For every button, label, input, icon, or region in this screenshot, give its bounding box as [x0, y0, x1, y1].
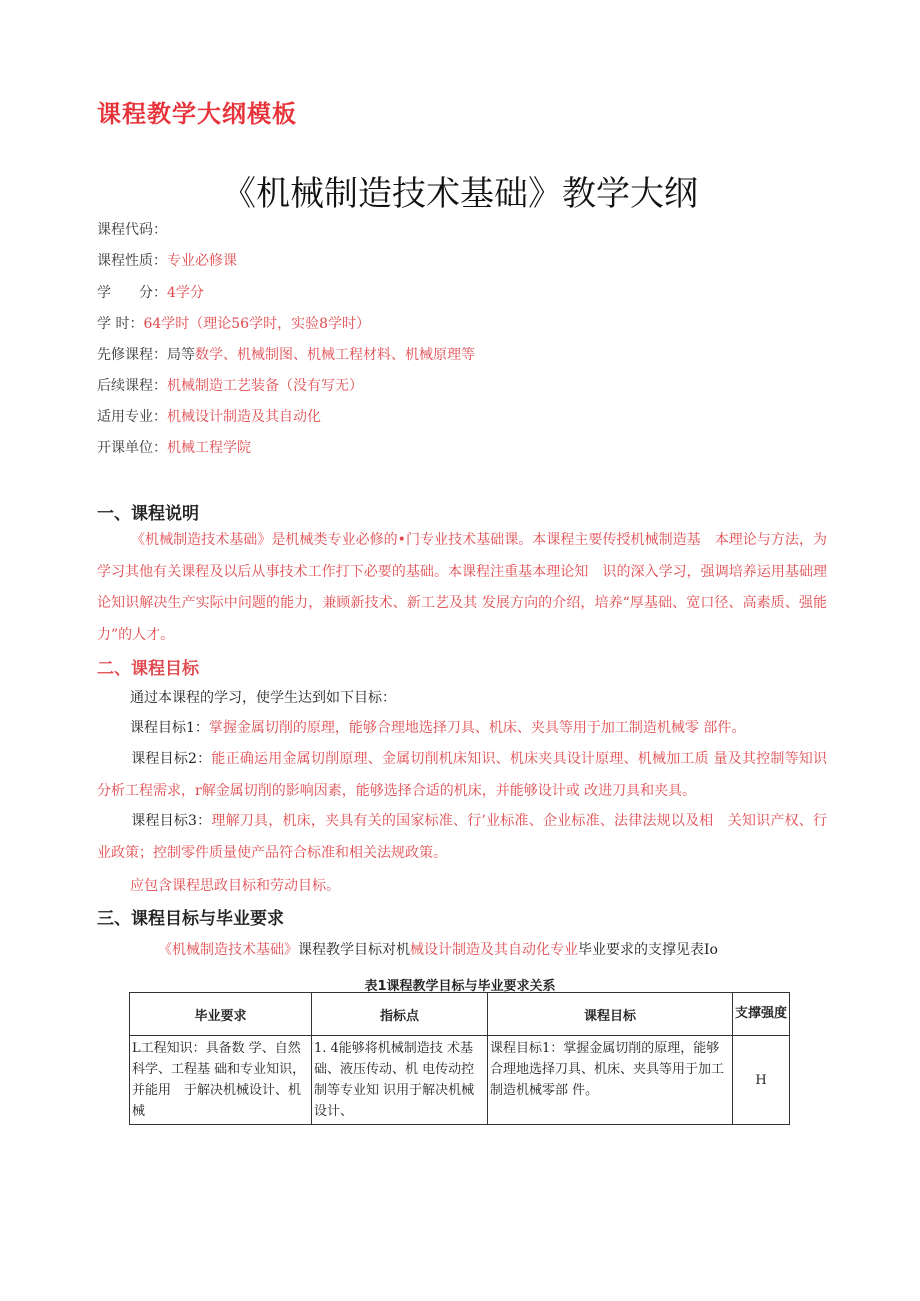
- section-heading-description: 一、课程说明: [97, 504, 199, 524]
- goal-2: [97, 744, 827, 807]
- intro-part: 课程教学目标对机: [298, 942, 410, 958]
- info-value: 专业必修课: [167, 253, 237, 269]
- goal-text: 理解刀具，机床，夹具有关的国家标准、行’业标准、企业标准、法律法规以及相 关知识产权、行业政策；控制零件质量使产品符合标准和相关法规政策。: [97, 813, 827, 861]
- goal-1: [130, 718, 745, 738]
- intro-part: 《机械制造技术基础》: [158, 942, 298, 958]
- column-header: 课程目标: [488, 993, 733, 1036]
- template-title: 课程教学大纲模板: [97, 100, 297, 128]
- info-course-nature: [97, 251, 237, 271]
- info-prefix: 局等: [167, 347, 195, 363]
- column-header: [733, 993, 790, 1036]
- table-cell: 课程目标1：掌握金属切削的原理，能够合理地选择刀具、机床、夹具等用于加工制造机械零部 件。: [488, 1036, 733, 1125]
- info-value: 4学分: [167, 285, 204, 301]
- info-value: 机械制造工艺装备（没有写无）: [167, 378, 363, 394]
- info-label: 开课单位：: [97, 440, 167, 456]
- info-prerequisites: [97, 345, 475, 365]
- course-description: 《机械制造技术基础》是机械类专业必修的•门专业技术基础课。本课程主要传授机械制造基 本理论与方法，为学习其他有关课程及以后从事技术工作打下必要的基础。本课程注重基本理论知 识的深入学习，强调培养运用基础理论知识解决生产实际中问题的能力，兼顾新技术、新工艺及其 发展方向的介绍，培养“厚基础、宽口径、高素质、强能力”的人才。: [97, 532, 827, 643]
- info-label: 学 分：: [97, 285, 167, 301]
- requirements-intro: [158, 940, 718, 960]
- goals-intro: 通过本课程的学习，使学生达到如下目标：: [130, 690, 396, 706]
- table-cell: H: [733, 1036, 790, 1125]
- column-header: 毕业要求: [130, 993, 312, 1036]
- info-hours: [97, 314, 370, 334]
- requirements-table: [129, 992, 790, 1125]
- info-value: 机械工程学院: [167, 440, 251, 456]
- info-value: 64学时（理论56学时，实验8学时）: [143, 316, 370, 332]
- info-value: 数学、机械制图、机械工程材料、机械原理等: [195, 347, 475, 363]
- info-label: 适用专业：: [97, 409, 167, 425]
- table-row: [130, 1036, 790, 1125]
- column-header: 指标点: [312, 993, 488, 1036]
- intro-part: 毕业要求的支撑见表Io: [578, 942, 718, 958]
- info-label: 后续课程：: [97, 378, 167, 394]
- info-credits: [97, 283, 204, 303]
- section-heading-goals: 二、课程目标: [97, 659, 199, 679]
- goal-3: [97, 806, 827, 869]
- info-major: [97, 407, 321, 427]
- info-follow-up: [97, 376, 363, 396]
- goal-text: 能正确运用金属切削原理、金属切削机床知识、机床夹具设计原理、机械加工质 量及其控制等知识分析工程需求，r解金属切削的影响因素，能够选择合适的机床，并能够设计或 改进刀具和夹具。: [97, 751, 827, 799]
- document-title: 《机械制造技术基础》教学大纲: [222, 174, 698, 214]
- table-cell: L工程知识：具备数 学、自然科学、工程基 础和专业知识，并能用 于解决机械设计、机械: [130, 1036, 312, 1125]
- table-cell: 1. 4能够将机械制造技 术基础、液压传动、机 电传动控制等专业知 识用于解决机械设计、: [312, 1036, 488, 1125]
- info-value: 机械设计制造及其自动化: [167, 409, 321, 425]
- info-label: 先修课程：: [97, 347, 167, 363]
- info-label: 课程性质：: [97, 253, 167, 269]
- goal-label: 课程目标2：: [131, 751, 212, 767]
- info-label: 学 时：: [97, 316, 144, 332]
- info-course-code: [97, 220, 167, 240]
- column-header-text: 支撑强度: [735, 1006, 788, 1021]
- goals-note: 应包含课程思政目标和劳动目标。: [130, 878, 340, 894]
- intro-part: 械设计制造及其自动化专业: [410, 942, 578, 958]
- goal-label: 课程目标1：: [130, 720, 209, 736]
- table-caption: 表1课程教学目标与毕业要求关系: [364, 979, 556, 994]
- section-heading-requirements: 三、课程目标与毕业要求: [97, 909, 284, 929]
- table-header-row: [130, 993, 790, 1036]
- info-label: 课程代码：: [97, 222, 167, 238]
- goal-text: 掌握金属切削的原理，能够合理地选择刀具、机床、夹具等用于加工制造机械零 部件。: [208, 720, 746, 736]
- goal-label: 课程目标3：: [131, 813, 212, 829]
- info-department: [97, 438, 251, 458]
